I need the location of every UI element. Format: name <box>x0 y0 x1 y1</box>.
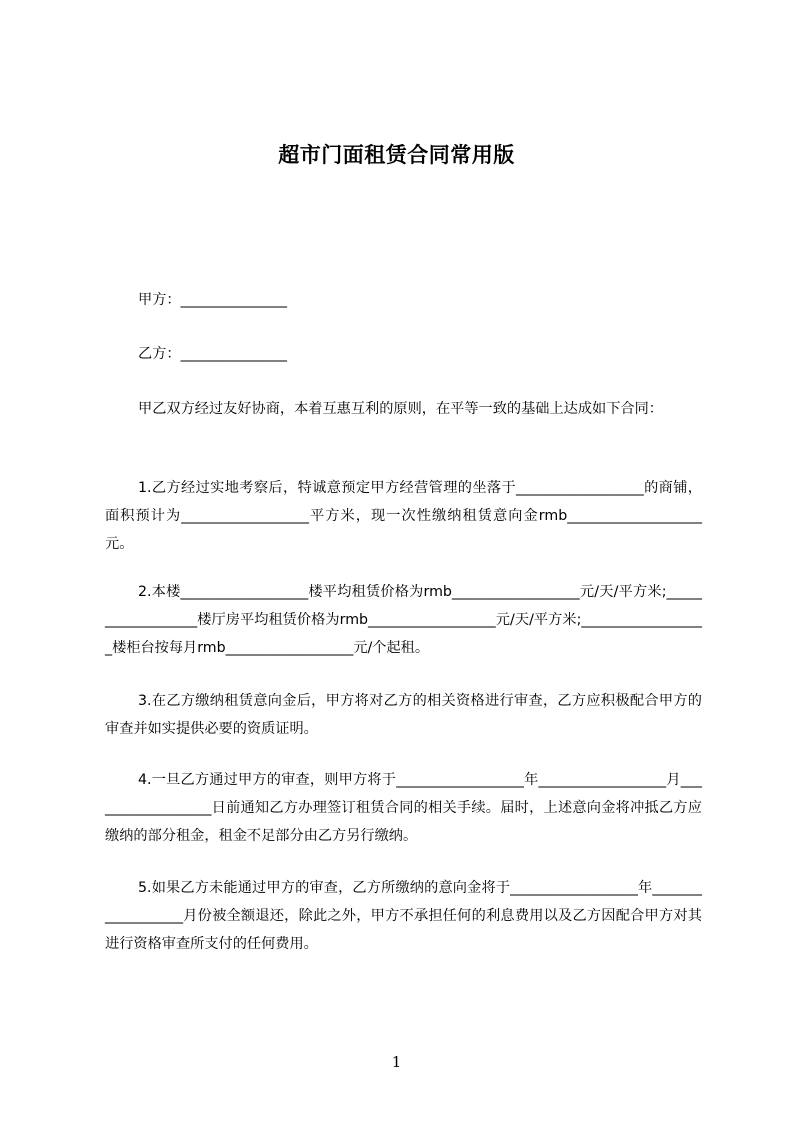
clause-3: 3.在乙方缴纳租赁意向金后，甲方将对乙方的相关资格进行审查，乙方应积极配合甲方的审查并如实提供必要的资质证明。 <box>105 693 702 737</box>
clause-4: 4.一旦乙方通过甲方的审查，则甲方将于__________________年__________________月__________________日前通知乙方办理签订租赁合同的相关手续。届时，上述意向金将冲抵乙方应缴纳的部分租金，租金不足部分由乙方另行缴纳。 <box>105 772 702 844</box>
clause-5: 5.如果乙方未能通过甲方的审查，乙方所缴纳的意向金将于__________________年__________________月份被全额退还，除此之外，甲方不承担任何的利息费用以及乙方因配合甲方对其进行资格审查所支付的任何费用。 <box>105 880 702 952</box>
clause-1: 1.乙方经过实地考察后，特诚意预定甲方经营管理的坐落于__________________的商铺，面积预计为__________________平方米，现一次性缴纳租赁意向金rmb___________________元。 <box>105 480 702 552</box>
party-b-line: 乙方：_______________ <box>138 346 287 362</box>
page-number: 1 <box>391 1053 402 1071</box>
intro-paragraph: 甲乙双方经过友好协商，本着互惠互利的原则，在平等一致的基础上达成如下合同： <box>138 401 663 417</box>
clause-2: 2.本楼__________________楼平均租赁价格为rmb__________________元/天/平方米;__________________楼厅房平均租赁价格为rmb__________________元/天/平方米;__________________楼柜台按每月rmb__________________元/个起租。 <box>105 584 702 656</box>
document-title: 超市门面租赁合同常用版 <box>278 143 515 167</box>
party-a-line: 甲方：_______________ <box>138 292 287 308</box>
